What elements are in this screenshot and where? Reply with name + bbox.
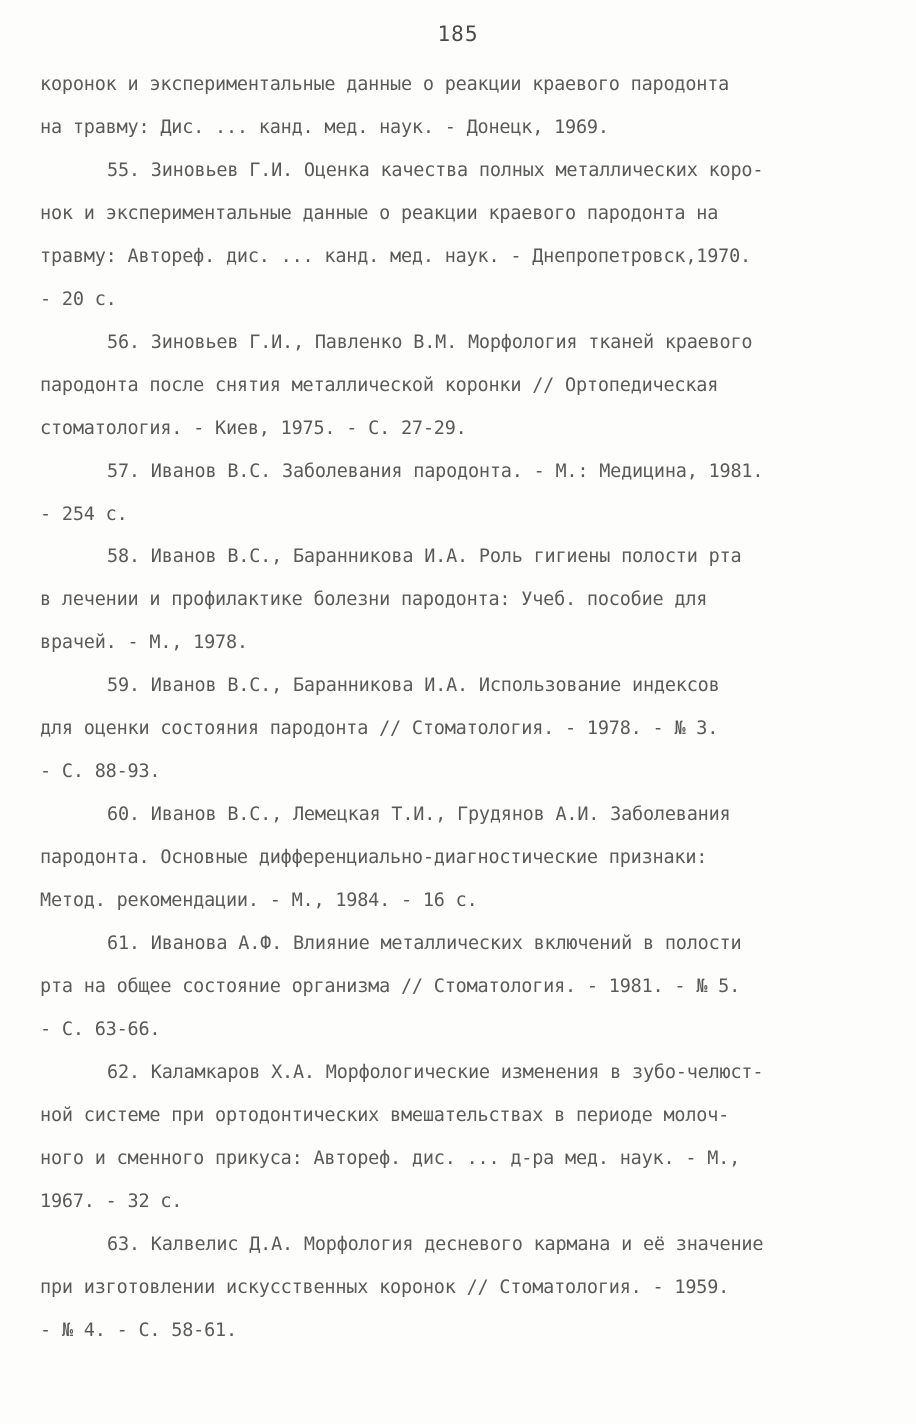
text-line: Метод. рекомендации. - М., 1984. - 16 с. bbox=[40, 890, 478, 911]
text-line: рта на общее состояние организма // Стоматология. - 1981. - № 5. bbox=[40, 976, 741, 997]
text-line: - 254 с. bbox=[40, 504, 128, 525]
text-line: для оценки состояния пародонта // Стоматология. - 1978. - № 3. bbox=[40, 718, 719, 739]
reference-entry-55: 55. Зиновьев Г.И. Оценка качества полных металлических коро- bbox=[107, 160, 764, 181]
text-line: - 20 с. bbox=[40, 289, 117, 310]
text-line: стоматология. - Киев, 1975. - С. 27-29. bbox=[40, 418, 467, 439]
text-line: - С. 88-93. bbox=[40, 761, 161, 782]
reference-entry-58: 58. Иванов В.С., Баранникова И.А. Роль гигиены полости рта bbox=[107, 546, 742, 567]
reference-entry-62: 62. Каламкаров Х.А. Морфологические изменения в зубо-челюст- bbox=[107, 1062, 764, 1083]
reference-entry-60: 60. Иванов В.С., Лемецкая Т.И., Грудянов А.И. Заболевания bbox=[107, 804, 731, 825]
reference-entry-61: 61. Иванова А.Ф. Влияние металлических включений в полости bbox=[107, 933, 742, 954]
text-line: - С. 63-66. bbox=[40, 1019, 161, 1040]
text-line: травму: Автореф. дис. ... канд. мед. наук. - Днепропетровск,1970. bbox=[40, 246, 751, 267]
text-line: пародонта после снятия металлической коронки // Ортопедическая bbox=[40, 375, 719, 396]
text-line: в лечении и профилактике болезни пародонта: Учеб. пособие для bbox=[40, 589, 708, 610]
text-line: на травму: Дис. ... канд. мед. наук. - Донецк, 1969. bbox=[40, 117, 609, 138]
text-line: коронок и экспериментальные данные о реакции краевого пародонта bbox=[40, 74, 730, 95]
text-line: нок и экспериментальные данные о реакции краевого пародонта на bbox=[40, 203, 719, 224]
reference-entry-63: 63. Калвелис Д.А. Морфология десневого кармана и её значение bbox=[107, 1234, 764, 1255]
reference-entry-59: 59. Иванов В.С., Баранникова И.А. Использование индексов bbox=[107, 675, 720, 696]
reference-entry-57: 57. Иванов В.С. Заболевания пародонта. - М.: Медицина, 1981. bbox=[107, 461, 764, 482]
page-number: 185 bbox=[437, 22, 479, 46]
reference-entry-56: 56. Зиновьев Г.И., Павленко В.М. Морфология тканей краевого bbox=[107, 332, 753, 353]
text-line: ного и сменного прикуса: Автореф. дис. ... д-ра мед. наук. - М., bbox=[40, 1148, 741, 1169]
text-line: пародонта. Основные дифференциально-диагностические признаки: bbox=[40, 847, 708, 868]
text-line: - № 4. - С. 58-61. bbox=[40, 1320, 237, 1341]
text-line: при изготовлении искусственных коронок // Стоматология. - 1959. bbox=[40, 1277, 730, 1298]
text-line: врачей. - М., 1978. bbox=[40, 632, 248, 653]
text-line: ной системе при ортодонтических вмешательствах в периоде молоч- bbox=[40, 1105, 730, 1126]
text-line: 1967. - 32 с. bbox=[40, 1191, 183, 1212]
